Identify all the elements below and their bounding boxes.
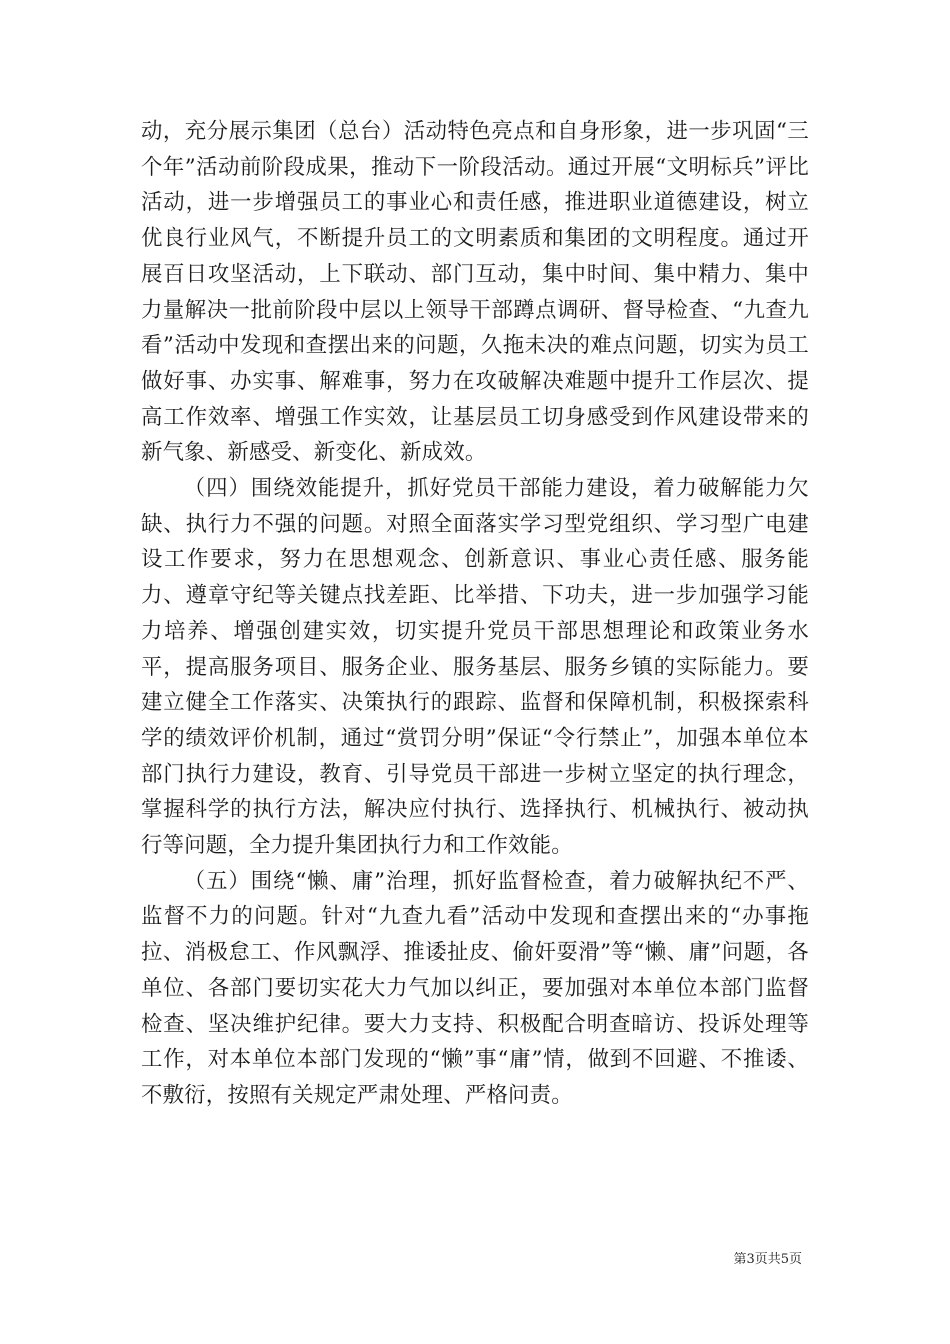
paragraph-continued: 动，充分展示集团（总台）活动特色亮点和自身形象，进一步巩固“三个年”活动前阶段成果，推动下一阶段活动。通过开展“文明标兵”评比活动，进一步增强员工的事业心和责任感，推进职业道德建设，树立优良行业风气，不断提升员工的文明素质和集团的文明程度。通过开展百日攻坚活动，上下联动、部门互动，集中时间、集中精力、集中力量解决一批前阶段中层以上领导干部蹲点调研、督导检查、“九查九看”活动中发现和查摆出来的问题，久拖未决的难点问题，切实为员工做好事、办实事、解难事，努力在攻破解决难题中提升工作层次、提高工作效率、增强工作实效，让基层员工切身感受到作风建设带来的新气象、新感受、新变化、新成效。	[141, 119, 809, 466]
paragraph-section-4: （四）围绕效能提升，抓好党员干部能力建设，着力破解能力欠缺、执行力不强的问题。对照全面落实学习型党组织、学习型广电建设工作要求，努力在思想观念、创新意识、事业心责任感、服务能力、遵章守纪等关键点找差距、比举措、下功夫，进一步加强学习能力培养、增强创建实效，切实提升党员干部思想理论和政策业务水平，提高服务项目、服务企业、服务基层、服务乡镇的实际能力。要建立健全工作落实、决策执行的跟踪、监督和保障机制，积极探索科学的绩效评价机制，通过“赏罚分明”保证“令行禁止”，加强本单位本部门执行力建设，教育、引导党员干部进一步树立坚定的执行理念，掌握科学的执行方法，解决应付执行、选择执行、机械执行、被动执行等问题，全力提升集团执行力和工作效能。	[141, 476, 809, 859]
paragraph-section-5: （五）围绕“懒、庸”治理，抓好监督检查，着力破解执纪不严、监督不力的问题。针对“九查九看”活动中发现和查摆出来的“办事拖拉、消极怠工、作风飘浮、推诿扯皮、偷奸耍滑”等“懒、庸”问题，各单位、各部门要切实花大力气加以纠正，要加强对本单位本部门监督检查、坚决维护纪律。要大力支持、积极配合明查暗访、投诉处理等工作，对本单位本部门发现的“懒”事“庸”情，做到不回避、不推诿、不敷衍，按照有关规定严肃处理、严格问责。	[141, 868, 809, 1108]
page-number: 第3页共5页	[733, 1252, 802, 1267]
document-body	[141, 114, 809, 1114]
